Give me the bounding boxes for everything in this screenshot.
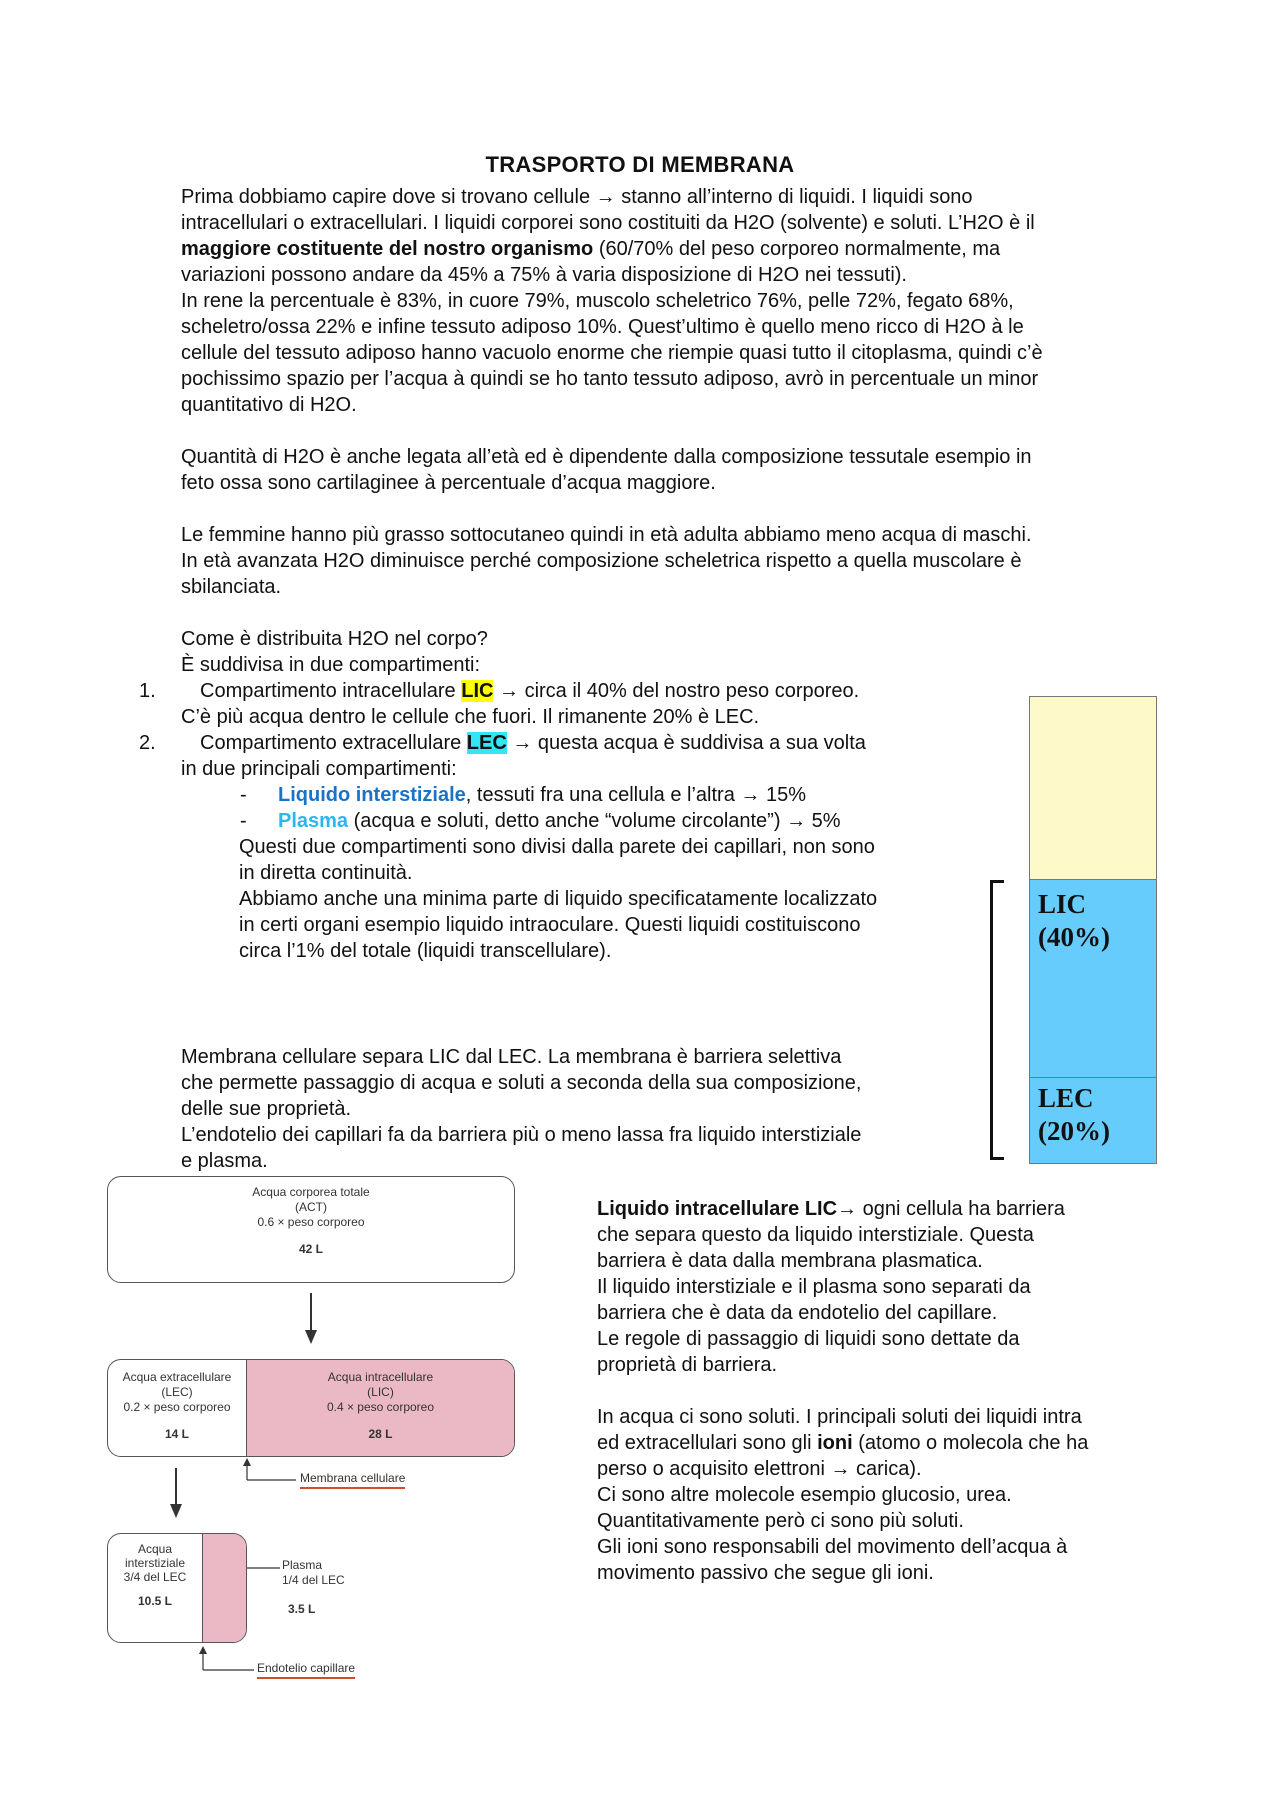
plasma-label: Plasma: [278, 810, 349, 832]
interstitial-cell: Acqua interstiziale 3/4 del LEC 10.5 L: [108, 1534, 202, 1642]
list-number: 1.: [139, 680, 156, 702]
arrow-icon: →: [512, 732, 533, 754]
endothelium-label: Endotelio capillare: [257, 1661, 355, 1679]
plasma-annotation: Plasma 1/4 del LEC 3.5 L: [282, 1558, 345, 1616]
dash: -: [240, 784, 247, 806]
arrow-icon: →: [837, 1198, 858, 1220]
lec-column-label: LEC: [1038, 1083, 1094, 1113]
list-number: 2.: [139, 732, 156, 754]
lec-highlight: LEC: [466, 732, 507, 754]
age-paragraph: Quantità di H2O è anche legata all’età ed è dipendente dalla composizione tessutale esempio in feto ossa sono cartilaginee à percentuale d’acqua maggiore.: [181, 446, 1032, 494]
page-title: TRASPORTO DI MEMBRANA: [485, 152, 795, 177]
ions-bold: ioni: [817, 1432, 853, 1454]
dash: -: [240, 810, 247, 832]
bold-phrase: maggiore costituente del nostro organismo: [181, 238, 594, 260]
lic-volume: 28 L: [368, 1427, 393, 1441]
plasma-volume: 3.5 L: [288, 1602, 316, 1616]
distribution-section: Come è distribuita H2O nel corpo? È suddivisa in due compartimenti:: [181, 628, 488, 676]
membrane-label: Membrana cellulare: [300, 1471, 405, 1489]
lec-volume: 14 L: [164, 1427, 189, 1441]
arrow-icon: →: [595, 186, 616, 208]
arrow-icon: →: [499, 680, 520, 702]
compartments-note: Questi due compartimenti sono divisi dalla parete dei capillari, non sono in diretta continuità. Abbiamo anche una minima parte di liquido specificatamente localizzato in certi organi esempio liquido intraoculare. Questi liquidi costituiscono circa l’1% del totale (liquidi transcellulare).: [239, 836, 878, 962]
act-volume: 42 L: [298, 1242, 323, 1256]
lic-highlight: LIC: [461, 680, 494, 702]
compartment-list: 1. Compartimento intracellulare LIC → circa il 40% del nostro peso corporeo. C’è più acqua dentro le cellule che fuori. Il rimanente 20% è LEC. 2. Compartimento extracellulare LEC → questa acqua è suddivisa a sua volta in due principali compartimenti: - Liquido interstiziale, tessuti fra una cellula e l’altra → 15% - Plasma (acqua e soluti, detto anche “volume circolante”) → 5%: [139, 680, 866, 832]
arrow-icon: →: [740, 784, 761, 806]
interstitial-label: Liquido interstiziale: [278, 784, 466, 806]
lec-cell: Acqua extracellulare (LEC) 0.2 × peso corporeo 14 L: [108, 1360, 246, 1456]
lic-column-percent: (40%): [1038, 922, 1110, 952]
arrow-icon: →: [786, 810, 807, 832]
membrane-paragraph: Membrana cellulare separa LIC dal LEC. La membrana è barriera selettiva che permette passaggio di acqua e soluti a seconda della sua composizione, delle sue proprietà. L’endotelio dei capillari fa da barriera più o meno lassa fra liquido interstiziale e plasma.: [181, 1046, 862, 1172]
lic-column-label: LIC: [1038, 889, 1087, 919]
lic-heading: Liquido intracellulare LIC: [597, 1198, 838, 1220]
lic-cell: Acqua intracellulare (LIC) 0.4 × peso corporeo 28 L: [246, 1360, 514, 1456]
intro-paragraph: Prima dobbiamo capire dove si trovano cellule → stanno all’interno di liquidi. I liquidi sono intracellulari o extracellulari. I liquidi corporei sono costituiti da H2O (solvente) e soluti. L’H2O è il maggiore costituente del nostro organismo (60/70% del peso corporeo normalmente, ma variazioni possono andare da 45% a 75% à varia disposizione di H2O nei tessuti). In rene la percentuale è 83%, in cuore 79%, muscolo scheletrico 76%, pelle 72%, fegato 68%, scheletro/ossa 22% e infine tessuto adiposo 10%. Quest’ultimo è quello meno ricco di H2O à le cellule del tessuto adiposo hanno vacuolo enorme che riempie quasi tutto il citoplasma, quindi c’è pochissimo spazio per l’acqua à quindi se ho tanto tessuto adiposo, avrò in percentuale un minor quantitativo di H2O.: [181, 186, 1043, 416]
plasma-cell: [202, 1534, 246, 1642]
interstitial-volume: 10.5 L: [137, 1594, 173, 1608]
interstitial-plasma-box: [107, 1533, 247, 1643]
lic-explanation: Liquido intracellulare LIC→ ogni cellula ha barriera che separa questo da liquido interstiziale. Questa barriera è data dalla membrana plasmatica. Il liquido interstiziale e il plasma sono separati da barriera che è data da endotelio del capillare. Le regole di passaggio di liquidi sono dettate da proprietà di barriera. In acqua ci sono soluti. I principali soluti dei liquidi intra ed extracellulari sono gli ioni (atomo o molecola che ha perso o acquisito elettroni → carica). Ci sono altre molecole esempio glucosio, urea. Quantitativamente però ci sono più soluti. Gli ioni sono responsabili del movimento dell’acqua à movimento passivo che segue gli ioni.: [597, 1198, 1089, 1584]
lec-lic-box: [107, 1359, 515, 1457]
text: Prima dobbiamo capire dove si trovano cellule: [181, 186, 596, 208]
arrow-icon: →: [830, 1458, 851, 1480]
gender-paragraph: Le femmine hanno più grasso sottocutaneo quindi in età adulta abbiamo meno acqua di maschi. In età avanzata H2O diminuisce perché composizione scheletrica rispetto a quella muscolare è sbilanciata.: [181, 524, 1032, 598]
lec-column-percent: (20%): [1038, 1116, 1110, 1146]
act-box: Acqua corporea totale (ACT) 0.6 × peso corporeo 42 L: [107, 1176, 515, 1283]
